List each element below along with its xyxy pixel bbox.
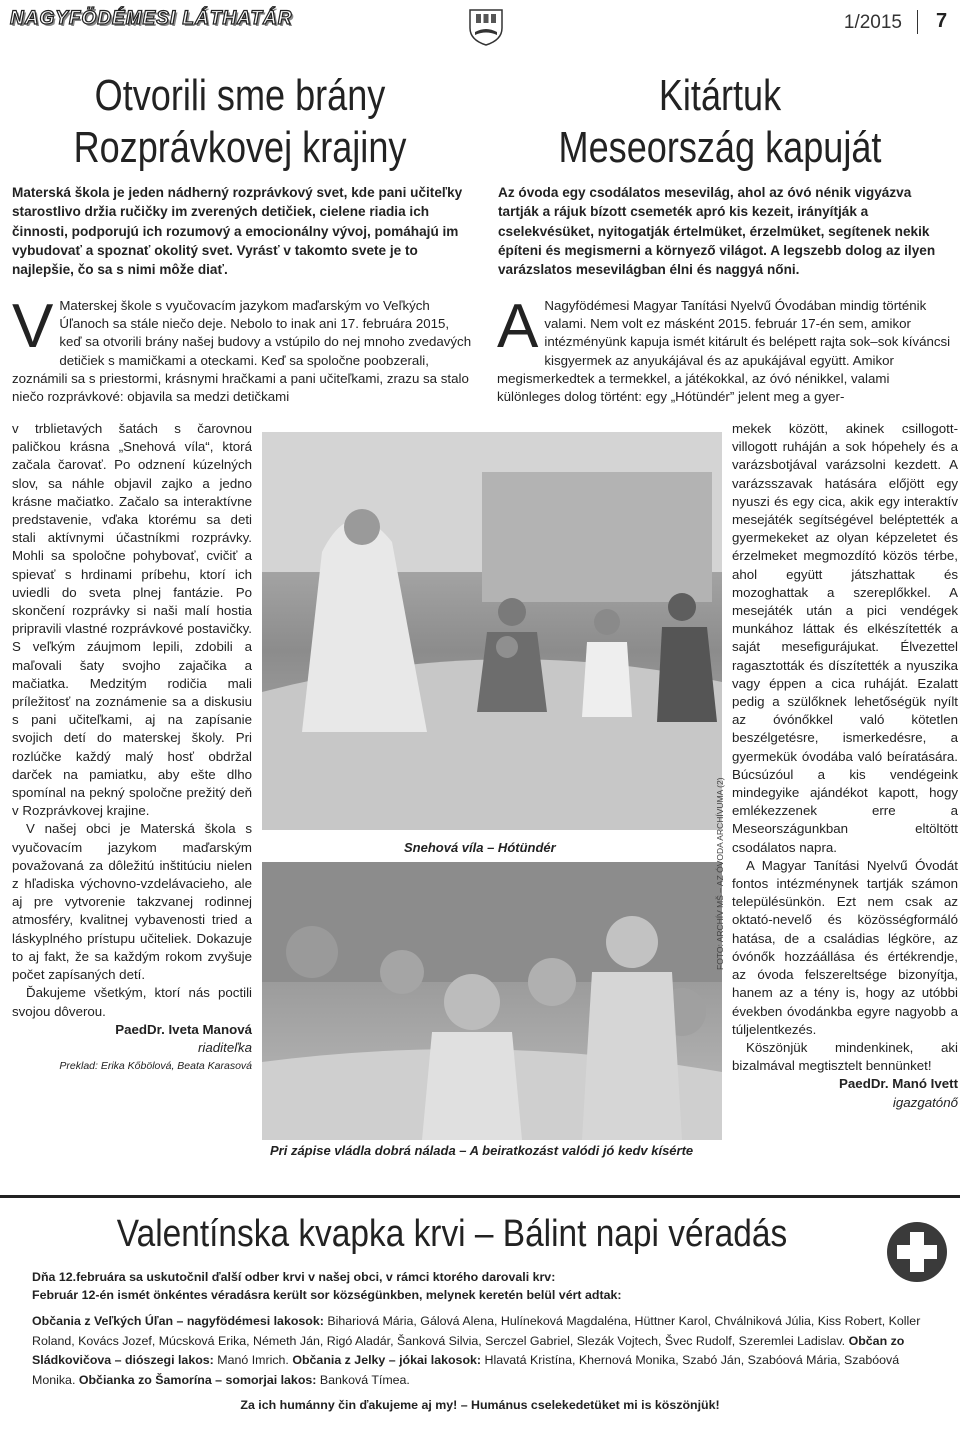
hu-paragraph: Köszönjük mindenkinek, aki bizalmával megtisztelt bennünket! [732, 1039, 958, 1074]
sk-lead: Materská škola je jeden nádherný rozprávkový svet, kde pani učiteľky starostlivo držia ručičky im zverených detičiek, cielene riadia ich činnosti, podporujú ich rozumový a emocionálny vývoj, pomáhajú im vybudovať a spoznať okolitý svet. Vyrásť v takomto svete je to najlepšie, čo sa s nimi môže diať. [12, 185, 463, 278]
photo-caption: Snehová víla – Hótündér [404, 840, 556, 855]
sk-paragraph: Ďakujeme všetkým, ktorí nás poctili svojou dôverou. [12, 985, 252, 1019]
photo-snow-fairy [262, 432, 722, 830]
sk-role: riaditeľka [198, 1039, 252, 1055]
hu-lead: Az óvoda egy csodálatos mesevilág, ahol az óvó nénik vigyázva tartják a rájuk bízott csemeték apró kis kezeit, irányítják a cselekvésüket, nyitogatják értelmüket, érzelmüket, segítenek nekik építeni és megismerni a környező világot. A legszebb dolog az ilyen varázslatos mesevilágban élni és naggyá nőni. [498, 185, 936, 278]
sk-paragraph: v trblietavých šatách s čarovnou paličkou krásna „Snehová víla“, ktorá začala čarovať. Po odznení kúzelných slov, sa náhle objavil zajko a jedno krásne mačiatko. Začalo sa interaktívne predstavenie, vďaka ktorému sa deti stali aktívnymi účastníkmi rozprávky. Mohli sa spoločne pohybovať, cvičiť a spievať s hrdinami príbehu, ktorí ich uviedli do sveta plnej fantázie. Po skončení rozprávky si naši malí hostia pripravili vlastné rozprávkové postavičky. S veľkým záujmom lepili, zdobili a maľovali šaty svojho zajačika a mačiatka. Medzitým rodičia mali príležitosť na zoznámenie sa a diskusiu s pani učiteľkami, aj na zapísanie svojich detí do materskej školy. Pri rozlúčke každý malý hosť obdržal darček na pamiatku, aby ešte dlho spomínal na pekný spoločne prežitý deň v Rozprávkovej krajine. [12, 421, 252, 819]
hu-intro [497, 292, 955, 406]
photo-snow-fairy-illustration [262, 432, 722, 830]
donor-names: Bihariová Mária, Gálová Alena, Hulíneková Magdaléna, Hüttner Karol, Chválniková Júlia, Kiss Robert, Koller Roland, Kovács Jozef, Múcsková Erika, Németh Ján, Rigó Aladár, Šanková Silvia, Serczel Gabriel, Slezák Vojtech, Švec Rudolf, Szeremlei Ladislav. [32, 1314, 921, 1348]
donor-list [32, 1312, 937, 1390]
issue-number: 1/2015 [843, 12, 902, 33]
medical-cross-icon [885, 1220, 949, 1284]
donor-names: Hlavatá Kristína, Khernová Monika, Szabó Ján, Szabóová Mária, Szabóová Monika. [32, 1353, 900, 1387]
hu-column [732, 420, 958, 1112]
blood-thanks: Za ich humánny čin ďakujeme aj my! – Humánus cselekedetüket mi is köszönjük! [240, 1398, 720, 1412]
donor-group-label: Občianka zo Šamorína – somorjai lakos: [78, 1372, 317, 1387]
donor-group-label: Občania z Veľkých Úľan – nagyfödémesi lakosok: [32, 1314, 324, 1328]
sk-intro-text: Materskej škole s vyučovacím jazykom maďarským vo Veľkých Úľanoch sa stále niečo deje. Nebolo to inak ani 17. februára 2015, keď sa otvorili brány našej budovy a vstúpilo do nej mnoho zvedavých detičiek s mamičkami a oteckami. Keď sa spoločne poobzerali, zoznámili sa s priestormi, krásnymi hračkami a pani učiteľkami, zrazu sa stalo niečo rozprávkové: objavila sa medzi detičkami [12, 298, 472, 405]
hu-paragraph: mekek között, akinek csillogott-villogott ruháján a sok hópehely és a varázsbotjával varázsolni kezdett. A varázsszavak hatására előjött egy nyuszi és egy cica, akik egy interaktív mesejáték segítségével beléptették a gyermekeket az olyan képzeletet és érzelmeket megmozdító közös térbe, ahol együtt játszhattak és mozoghattak a szereplőkkel. A mesejáték után a pici vendégek munkához láttak és elkészítették a saját mesefigurájukat. Élvezettel ragasztották és díszítették a nyuszika vagy éppen a cica ruháját. Ezalatt pedig a szülőknek lehetőségük nyílt az óvónőkkel való kötetlen beszélgetésre, ismerkedésre, a gyermekük óvodába való beíratására. Búcsúzóul a kis vendégeink mindegyike ajándékot kapott, hogy emlékezzenek erre a Meseországunkban eltöltött csodálatos napra. [732, 421, 958, 855]
hu-title-line1: Kitártuk [658, 71, 782, 120]
sk-title [43, 70, 437, 174]
blood-intro-sk: Dňa 12.februára sa uskutočnil ďalší odber krvi v našej obci, v rámci ktorého darovali krv: [32, 1270, 556, 1284]
blood-intro-hu: Február 12-én ismét önkéntes véradásra került sor községünkben, melynek keretén belül vért adtak: [32, 1288, 622, 1302]
page-number: 7 [936, 10, 948, 32]
hu-role: igazgatónő [892, 1094, 958, 1110]
hu-signature: PaedDr. Manó Ivett [839, 1076, 958, 1092]
sk-intro [12, 292, 474, 406]
sk-signature: PaedDr. Iveta Manová [115, 1021, 252, 1037]
sk-column [12, 420, 252, 1075]
sk-dropcap: V [12, 292, 54, 361]
masthead: NAGYFÖDÉMESI LÁTHATÁR [10, 8, 293, 29]
coat-of-arms-icon [466, 4, 506, 46]
photo-credit: FOTO: ARCHÍV MŠ – AZ ÓVODA ARCHÍVUMA (2) [715, 777, 725, 970]
hu-title-line2: Meseország kapuját [558, 123, 882, 172]
hu-paragraph: A Magyar Tanítási Nyelvű Óvodát fontos intézménynek tartják számon településünkön. Ezt nem csak az oktató-nevelő és közösségformáló hatása, de a családias légköre, az óvónők hozzáállása és értékrendje, az óvoda felszereltsége bizonyítja, hanem az a tény is, hogy az utóbbi években óvodánkba egyre nagyobb a túljelentkezés. [732, 857, 958, 1037]
hu-intro-text: Nagyfödémesi Magyar Tanítási Nyelvű Óvodában mindig történik valami. Nem volt ez másként 2015. február 17-én sem, amikor intézményünk kapuja ismét kitárult és belépett rajta sok–sok kíváncsi kisgyermek az anyukájával és az apukájával együtt. Amikor megismerkedtek a termekkel, a játékokkal, az óvó nénikkel, valami különleges dolog történt: egy „Hótündér” jelent meg a gyer- [497, 298, 951, 405]
donor-group-label: Občania z Jelky – jókai lakosok: [292, 1353, 482, 1367]
photo-enrollment [262, 862, 722, 1140]
sk-title-line2: Rozprávkovej krajiny [73, 123, 407, 172]
section-divider [0, 1195, 960, 1198]
donor-names: Banková Tímea. [319, 1372, 410, 1387]
donor-group-label: Občan zo Sládkovičova – diószegi lakos: [32, 1333, 905, 1367]
header-divider [917, 10, 918, 34]
hu-dropcap: A [497, 292, 539, 361]
sk-paragraph: V našej obci je Materská škola s vyučovacím jazykom maďarským považovaná za dôležitú inštitúciu nielen z hľadiska výchovno-vzdelávacieho, ale aj pre vytvorenie takzvanej rodinnej atmosféry, kvalitnej vybavenosti tried a láskyplného prístupu učiteliek. Dokazuje to aj fakt, že sa každým rokom zvyšuje počet zapísaných detí. [12, 821, 252, 983]
hu-title [523, 70, 917, 174]
sk-title-line1: Otvorili sme brány [94, 71, 386, 120]
blood-donation-title: Valentínska kvapka krvi – Bálint napi véradás [116, 1213, 788, 1255]
photo-caption: Pri zápise vládla dobrá nálada – A beiratkozást valódi jó kedv kísérte [270, 1143, 694, 1158]
photo-enrollment-illustration [262, 862, 722, 1140]
donor-names: Manó Imrich. [217, 1353, 289, 1367]
sk-translation: Preklad: Erika Kőbölová, Beata Karasová [59, 1060, 252, 1073]
